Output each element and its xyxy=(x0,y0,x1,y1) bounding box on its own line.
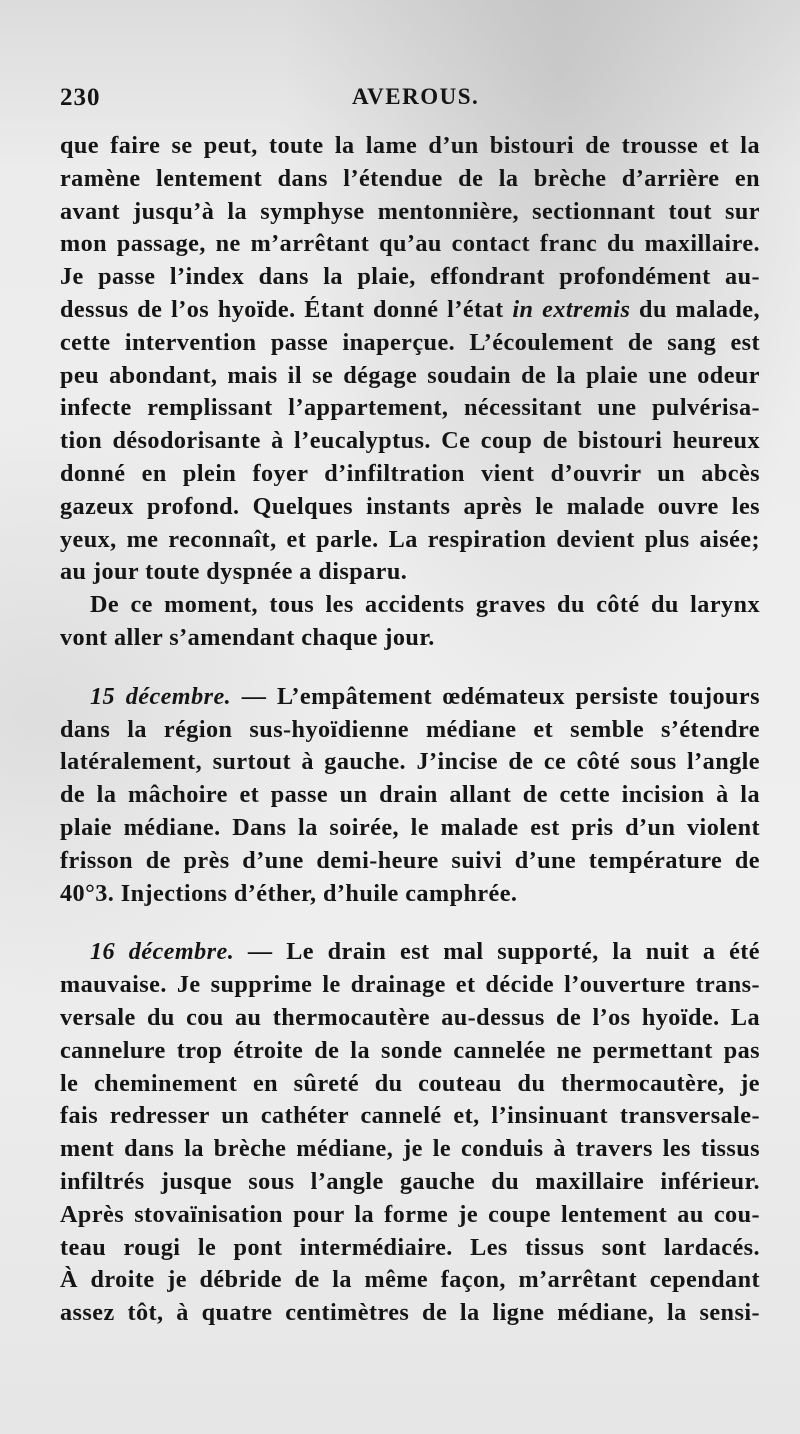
text-line: tion désodorisante à l’eucalyptus. Ce coup de bistouri heureux xyxy=(60,427,760,455)
text-run: du malade, xyxy=(630,295,760,323)
text-line: gazeux profond. Quelques instants après le malade ouvre les xyxy=(60,492,760,520)
page-header xyxy=(60,84,750,120)
text-line: yeux, me reconnaît, et parle. La respiration devient plus aisée; xyxy=(60,525,760,553)
text-line: peu abondant, mais il se dégage soudain de la plaie une odeur xyxy=(60,361,760,389)
text-line: teau rougi le pont intermédiaire. Les tissus sont lardacés. xyxy=(60,1233,760,1261)
text-line: assez tôt, à quatre centimètres de la ligne médiane, la sensi- xyxy=(60,1299,760,1327)
text-line: infecte remplissant l’appartement, nécessitant une pulvérisa- xyxy=(60,394,760,422)
text-line: De ce moment, tous les accidents graves du côté du larynx xyxy=(90,591,760,619)
text-line: vont aller s’amendant chaque jour. xyxy=(60,623,435,651)
paragraph xyxy=(60,936,760,1330)
text-line: au jour toute dyspnée a disparu. xyxy=(60,558,408,586)
text-line: mon passage, ne m’arrêtant qu’au contact franc du maxillaire. xyxy=(60,230,760,258)
text-line: 40°3. Injections d’éther, d’huile camphrée. xyxy=(60,879,518,907)
text-line: ramène lentement dans l’étendue de la brèche d’arrière en xyxy=(60,164,760,192)
text-line xyxy=(60,936,760,969)
text-line: versale du cou au thermocautère au-dessus de l’os hyoïde. La xyxy=(60,1003,760,1031)
text-line: latéralement, surtout à gauche. J’incise de ce côté sous l’angle xyxy=(60,748,760,776)
paragraph xyxy=(60,589,760,655)
text-line: ment dans la brèche médiane, je le conduis à travers les tissus xyxy=(60,1135,760,1163)
text-run: — Le drain est mal supporté, la nuit a été xyxy=(234,938,760,966)
text-line: donné en plein foyer d’infiltration vient d’ouvrir un abcès xyxy=(60,459,760,487)
text-line: mauvaise. Je supprime le drainage et décide l’ouverture trans- xyxy=(60,971,760,999)
text-line: À droite je débride de la même façon, m’arrêtant cependant xyxy=(60,1266,760,1294)
paragraph xyxy=(60,130,760,589)
paragraph xyxy=(60,681,760,911)
text-run: — L’empâtement œdémateux persiste toujours xyxy=(231,682,760,710)
text-line: infiltrés jusque sous l’angle gauche du maxillaire inférieur. xyxy=(60,1167,760,1195)
date-heading: 16 décembre. xyxy=(90,938,235,966)
text-line: avant jusqu’à la symphyse mentonnière, sectionnant tout sur xyxy=(60,197,760,225)
text-line xyxy=(60,681,760,714)
text-run: dessus de l’os hyoïde. Étant donné l’état xyxy=(60,295,513,323)
body-text xyxy=(60,130,760,1330)
text-line xyxy=(60,294,760,327)
text-line: cette intervention passe inaperçue. L’écoulement de sang est xyxy=(60,328,760,356)
text-line: plaie médiane. Dans la soirée, le malade est pris d’un violent xyxy=(60,813,760,841)
paragraph-gap xyxy=(60,910,760,936)
text-line: dans la région sus-hyoïdienne médiane et semble s’étendre xyxy=(60,715,760,743)
page-number: 230 xyxy=(60,84,101,111)
italic-phrase: in extremis xyxy=(512,295,631,323)
text-line: fais redresser un cathéter cannelé et, l’insinuant transversale- xyxy=(60,1102,760,1130)
paragraph-gap xyxy=(60,655,760,681)
text-line: le cheminement en sûreté du couteau du thermocautère, je xyxy=(60,1069,760,1097)
text-line: Après stovaïnisation pour la forme je coupe lentement au cou- xyxy=(60,1200,760,1228)
text-line: Je passe l’index dans la plaie, effondrant profondément au- xyxy=(60,263,760,291)
date-heading: 15 décembre. xyxy=(90,682,232,710)
running-head: AVEROUS. xyxy=(352,84,480,109)
text-line: que faire se peut, toute la lame d’un bistouri de trousse et la xyxy=(60,132,760,159)
text-line: cannelure trop étroite de la sonde cannelée ne permettant pas xyxy=(60,1036,760,1064)
text-line: de la mâchoire et passe un drain allant de cette incision à la xyxy=(60,781,760,809)
text-line: frisson de près d’une demi-heure suivi d’une température de xyxy=(60,846,760,874)
